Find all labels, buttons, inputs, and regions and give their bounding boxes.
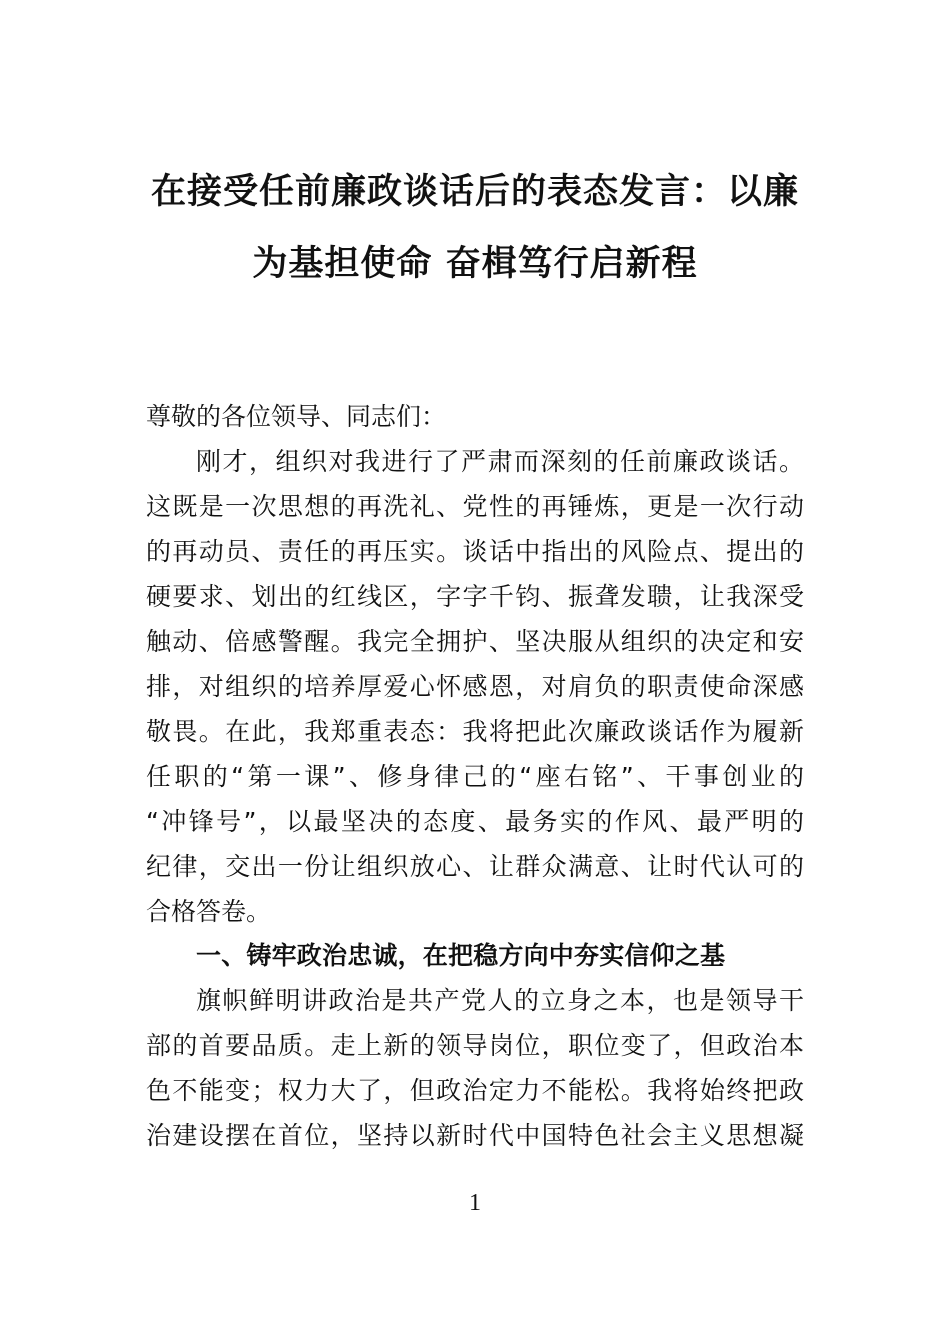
document-title-line-1: 在接受任前廉政谈话后的表态发言：以廉 bbox=[150, 171, 799, 212]
paragraph-2-line: 色不能变；权力大了，但政治定力不能松。我将始终把政 bbox=[146, 1076, 804, 1105]
paragraph-1-line: 硬要求、划出的红线区，字字千钧、振聋发聩，让我深受 bbox=[146, 582, 804, 611]
paragraph-2-line: 部的首要品质。走上新的领导岗位，职位变了，但政治本 bbox=[146, 1031, 804, 1060]
section-heading-1: 一、铸牢政治忠诚，在把稳方向中夯实信仰之基 bbox=[196, 941, 726, 970]
paragraph-1-line: 的再动员、责任的再压实。谈话中指出的风险点、提出的 bbox=[146, 537, 804, 566]
paragraph-1-line: 纪律，交出一份让组织放心、让群众满意、让时代认可的 bbox=[146, 852, 804, 881]
paragraph-2-line: 旗帜鲜明讲政治是共产党人的立身之本，也是领导干 bbox=[196, 986, 804, 1015]
paragraph-1-line: “冲锋号”，以最坚决的态度、最务实的作风、最严明的 bbox=[146, 807, 804, 836]
salutation: 尊敬的各位领导、同志们： bbox=[146, 402, 447, 431]
paragraph-1-line: 排，对组织的培养厚爱心怀感恩，对肩负的职责使命深感 bbox=[146, 672, 804, 701]
paragraph-1-line: 这既是一次思想的再洗礼、党性的再锤炼，更是一次行动 bbox=[146, 492, 804, 521]
paragraph-1-line: 刚才，组织对我进行了严肃而深刻的任前廉政谈话。 bbox=[196, 447, 804, 476]
paragraph-1-line: 合格答卷。 bbox=[146, 897, 272, 926]
page-number: 1 bbox=[469, 1190, 481, 1216]
paragraph-1-line: 触动、倍感警醒。我完全拥护、坚决服从组织的决定和安 bbox=[146, 627, 804, 656]
paragraph-1-line: 任职的“第一课”、修身律己的“座右铭”、干事创业的 bbox=[146, 762, 804, 791]
paragraph-2-line: 治建设摆在首位，坚持以新时代中国特色社会主义思想凝 bbox=[146, 1121, 804, 1150]
paragraph-1-line: 敬畏。在此，我郑重表态：我将把此次廉政谈话作为履新 bbox=[146, 717, 804, 746]
document-title-line-2: 为基担使命 奋楫笃行启新程 bbox=[252, 243, 698, 284]
